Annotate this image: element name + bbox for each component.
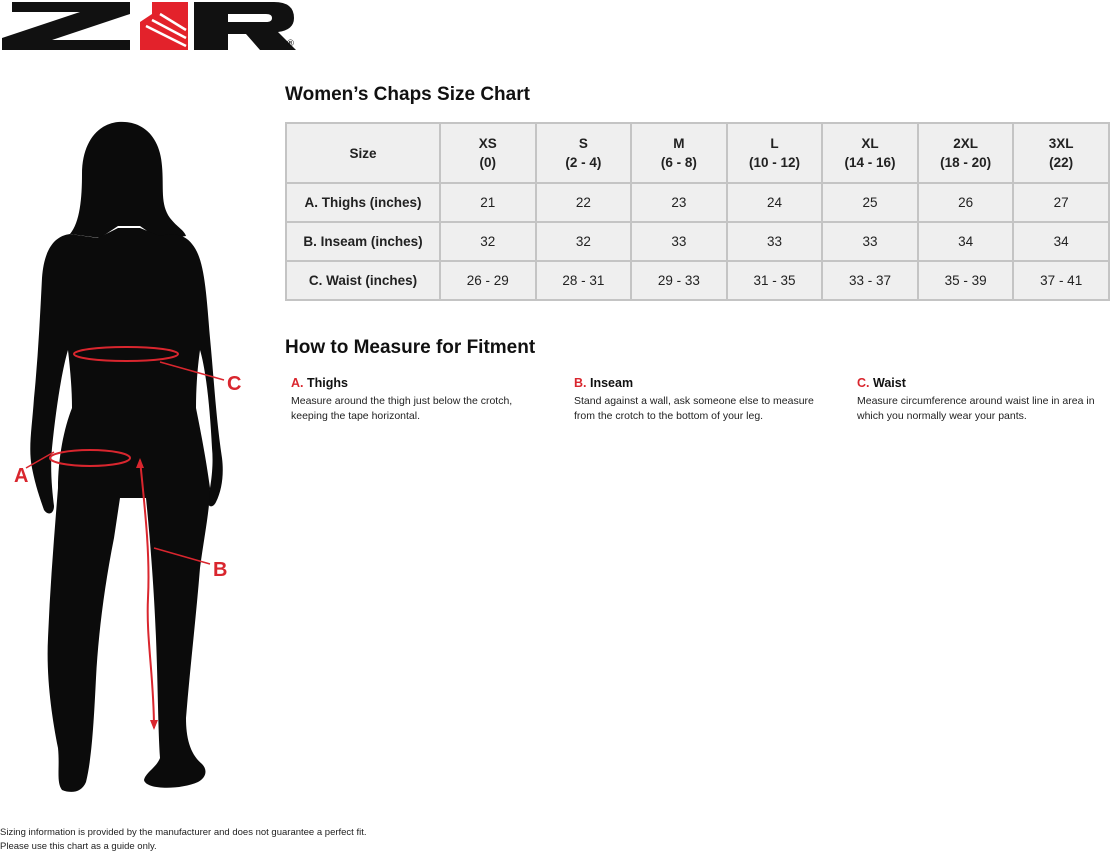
table-cell: 33 [822,222,918,261]
table-cell: 27 [1013,183,1109,222]
table-cell: 34 [918,222,1014,261]
table-cell: 34 [1013,222,1109,261]
z1r-logo [2,0,298,52]
measure-description: Measure around the thigh just below the crotch, keeping the tape horizontal. [291,395,513,422]
table-cell: 22 [536,183,632,222]
body-silhouette-figure [10,118,250,798]
registered-mark: ® [286,39,295,49]
measure-letter: B. [574,376,587,390]
size-column-3xl: 3XL (22) [1013,123,1109,183]
row-label-thighs: A. Thighs (inches) [286,183,440,222]
page-title: Women’s Chaps Size Chart [285,84,530,105]
measure-item-waist [857,376,1107,424]
size-column-m: M (6 - 8) [631,123,727,183]
row-label-inseam: B. Inseam (inches) [286,222,440,261]
table-cell: 25 [822,183,918,222]
size-column-s: S (2 - 4) [536,123,632,183]
measure-name: Waist [872,376,906,390]
table-cell: 29 - 33 [631,261,727,300]
size-column-xs: XS (0) [440,123,536,183]
table-row-inseam [286,222,1109,261]
row-label-waist: C. Waist (inches) [286,261,440,300]
disclaimer-footer [0,826,367,854]
size-header-label: Size [286,123,440,183]
table-cell: 24 [727,183,823,222]
table-cell: 35 - 39 [918,261,1014,300]
size-column-l: L (10 - 12) [727,123,823,183]
measure-description: Stand against a wall, ask someone else to measure from the crotch to the bottom of your leg. [574,395,814,422]
size-column-xl: XL (14 - 16) [822,123,918,183]
table-cell: 33 - 37 [822,261,918,300]
measure-section-title: How to Measure for Fitment [285,337,536,358]
table-cell: 33 [631,222,727,261]
table-cell: 32 [536,222,632,261]
table-cell: 32 [440,222,536,261]
table-row-thighs [286,183,1109,222]
measure-name: Thighs [306,376,348,390]
table-cell: 28 - 31 [536,261,632,300]
measure-letter: A. [291,376,304,390]
table-cell: 33 [727,222,823,261]
measure-name: Inseam [589,376,634,390]
measure-item-thighs [291,376,541,424]
table-cell: 26 - 29 [440,261,536,300]
size-chart-table [285,122,1110,301]
table-row-waist [286,261,1109,300]
disclaimer-line: Sizing information is provided by the manufacturer and does not guarantee a perfect fit. [0,827,367,838]
size-column-2xl: 2XL (18 - 20) [918,123,1014,183]
figure-label-b: B [213,559,228,581]
table-cell: 21 [440,183,536,222]
table-cell: 23 [631,183,727,222]
measure-item-inseam [574,376,824,424]
measure-letter: C. [857,376,870,390]
measure-description: Measure circumference around waist line in area in which you normally wear your pants. [857,395,1095,422]
table-header-row [286,123,1109,183]
figure-label-a: A [14,465,29,487]
disclaimer-line: Please use this chart as a guide only. [0,841,157,852]
table-cell: 31 - 35 [727,261,823,300]
figure-label-c: C [227,373,242,395]
table-cell: 37 - 41 [1013,261,1109,300]
table-cell: 26 [918,183,1014,222]
